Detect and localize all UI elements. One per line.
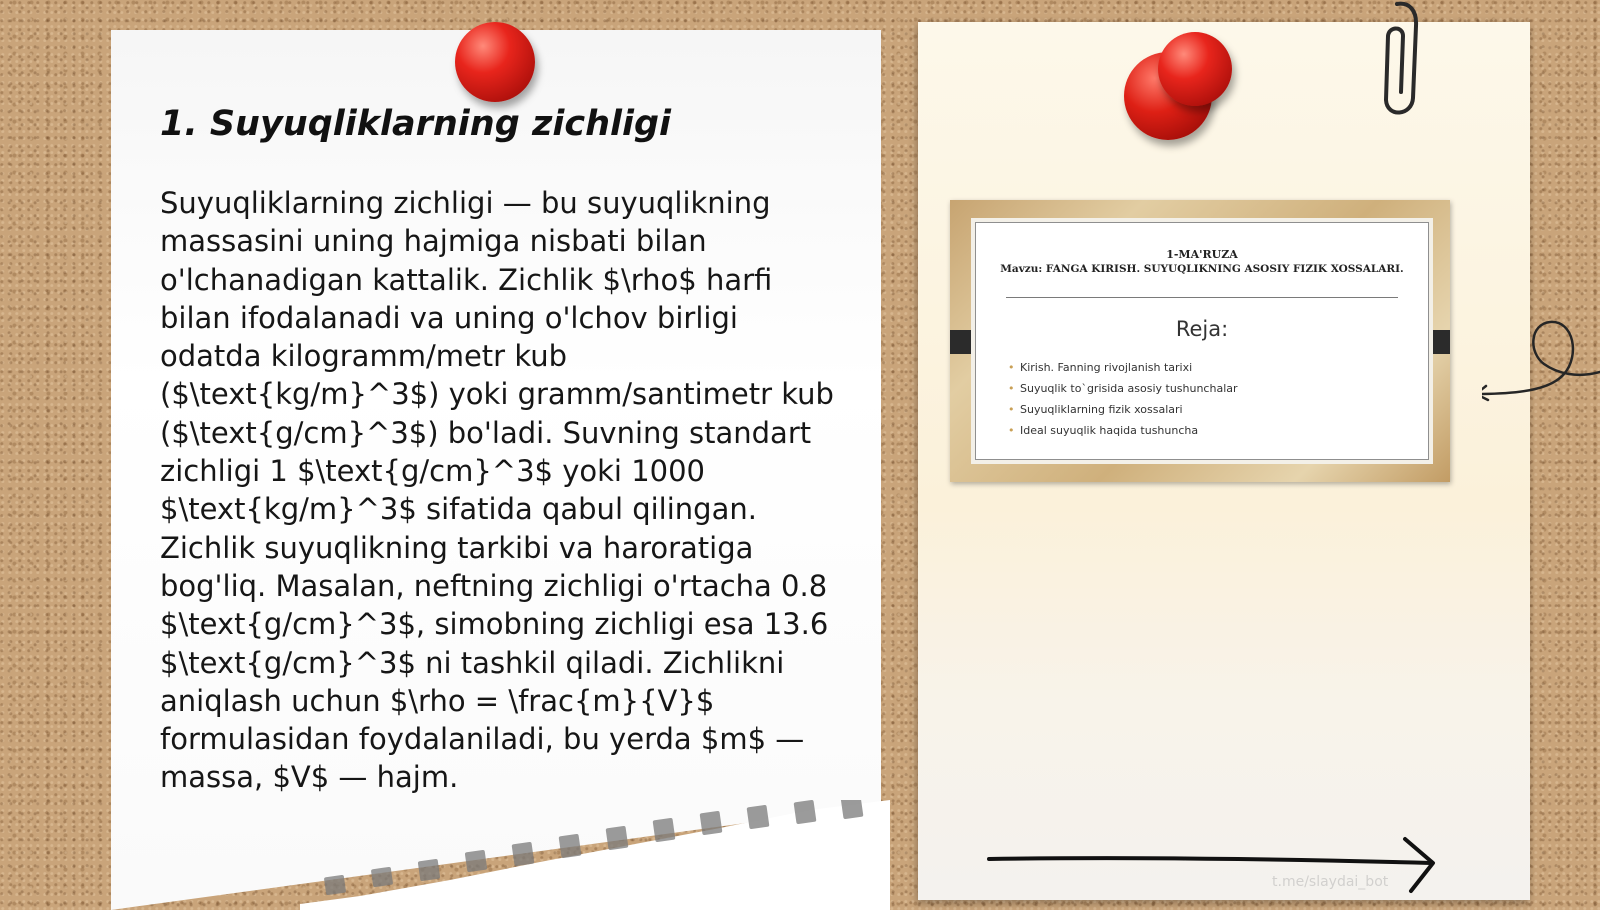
section-title: 1. Suyuqliklarning zichligi: [160, 104, 672, 144]
list-item: • Kirish. Fanning rivojlanish tarixi: [1008, 357, 1238, 378]
body-paragraph: Suyuqliklarning zichligi — bu suyuqlikning massasini uning hajmiga nisbati bilan o'lchanadigan kattalik. Zichlik $\rho$ harfi bilan ifodalanadi va uning o'lchov birligi odatda kilogramm/metr kub ($\text{kg/m}^3$) yoki gramm/santimetr kub ($\text{g/cm}^3$) bo'ladi. Suvning standart zichligi 1 $\text{g/cm}^3$ yoki 1000 $\text{kg/m}^3$ sifatida qabul qilingan. Zichlik suyuqlikning tarkibi va haroratiga bog'liq. Masalan, neftning zichligi o'rtacha 0.8 $\text{g/cm}^3$, simobning zichligi esa 13.6 $\text{g/cm}^3$ ni tashkil qiladi. Zichlikni aniqlash uchun $\rho = \frac{m}{V}$ formulasidan foydalaniladi, bu yerda $m$ — massa, $V$ — hajm.: [160, 186, 834, 795]
bullet-icon: •: [1008, 382, 1015, 395]
watermark-text: t.me/slaydai_bot: [1272, 874, 1389, 890]
slide-thumbnail: [950, 200, 1450, 482]
bullet-icon: •: [1008, 403, 1015, 416]
list-item: • Ideal suyuqlik haqida tushuncha: [1008, 420, 1238, 441]
slide-subtitle: Mavzu: FANGA KIRISH. SUYUQLIKNING ASOSIY FIZIK XOSSALARI.: [1000, 263, 1404, 275]
bullet-icon: •: [1008, 424, 1015, 437]
slide-heading: 1-MA'RUZA: [1166, 248, 1238, 261]
doodle-arrow-icon: [1482, 312, 1600, 412]
list-item: • Suyuqlik to`grisida asosiy tushunchalar: [1008, 378, 1238, 399]
paperclip-icon: [1375, 0, 1425, 125]
bullet-icon: •: [1008, 361, 1015, 374]
red-pushpin-icon: [455, 22, 535, 102]
list-item: • Suyuqliklarning fizik xossalari: [1008, 399, 1238, 420]
slide-content: [975, 222, 1429, 460]
torn-edge-decoration: [300, 800, 890, 910]
slide-divider: [1006, 297, 1398, 298]
slide-plan-list: [1008, 357, 1238, 441]
red-pushpin-icon: [1158, 32, 1232, 106]
slide-plan-title: Reja:: [1175, 317, 1229, 341]
